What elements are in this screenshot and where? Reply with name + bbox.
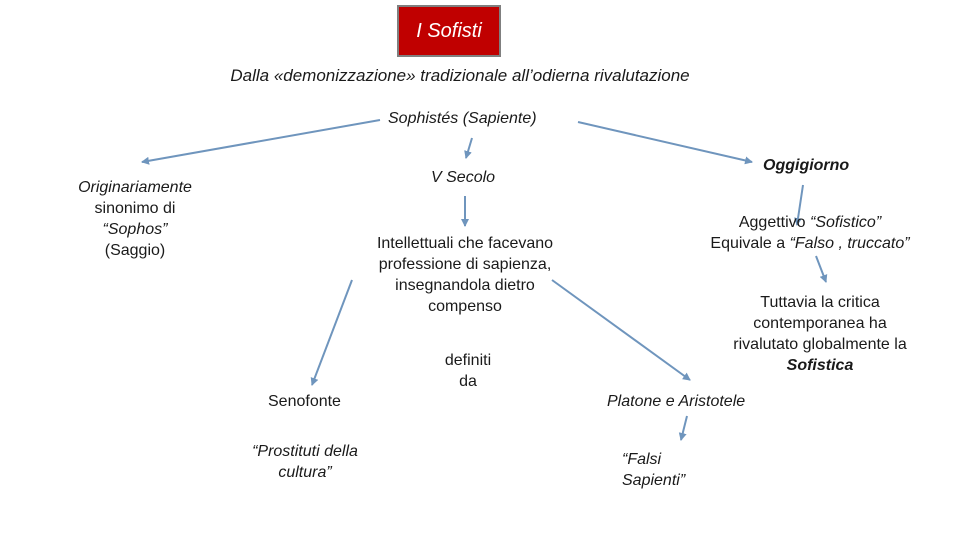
quote-line: “Falsi (622, 451, 662, 468)
subtitle: Dalla «demonizzazione» tradizionale all’odierna rivalutazione (230, 66, 690, 85)
critique-line: contemporanea ha (753, 315, 887, 332)
title-text: I Sofisti (416, 19, 482, 42)
tuttavia-block (710, 292, 930, 376)
left-branch (50, 177, 220, 261)
intellettuali-desc (345, 233, 585, 317)
aggettivo-prefix: Aggettivo (738, 214, 811, 231)
equivale-prefix: Equivale a (710, 235, 790, 252)
originariamente-heading: Originariamente (78, 179, 192, 196)
quote-line: cultura” (278, 464, 332, 481)
definiti-da (418, 350, 518, 392)
vsecolo-heading: V Secolo (431, 169, 496, 186)
senofonte-quote (215, 441, 395, 483)
sinonimo-text: sinonimo di (94, 200, 176, 217)
quote-line: “Prostituti della (252, 443, 358, 460)
critique-line: rivalutato globalmente la (733, 336, 907, 353)
arrow-platone-to-falsi (681, 416, 687, 440)
root-word: Sophistés (388, 110, 459, 127)
da-text: da (459, 373, 477, 390)
title-box (397, 5, 501, 57)
arrow-root-to-oggigiorno (578, 122, 752, 162)
aggettivo-block (670, 212, 950, 254)
aggettivo-line (670, 212, 950, 233)
desc-line: insegnandola dietro (395, 277, 535, 294)
sofistica-text: Sofistica (786, 357, 854, 374)
senofonte-node: Senofonte (268, 393, 341, 410)
desc-line: Intellettuali che facevano (376, 235, 554, 252)
equivale-line (670, 233, 950, 254)
arrow-equivale-to-tuttavia (816, 256, 826, 282)
platone-quote (622, 449, 685, 491)
desc-line: professione di sapienza, (378, 256, 552, 273)
root-paren: (Sapiente) (462, 110, 537, 127)
quote-line: Sapienti” (622, 472, 686, 489)
falso-truccato-text: “Falso , truccato” (789, 235, 910, 252)
sophos-text: “Sophos” (102, 221, 168, 238)
arrow-root-to-originariamente (142, 120, 380, 162)
root-node (388, 108, 537, 129)
definiti-text: definiti (444, 352, 492, 369)
oggigiorno-heading: Oggigiorno (763, 157, 850, 174)
critique-line: Tuttavia la critica (760, 294, 880, 311)
sofistico-text: “Sofistico” (810, 214, 882, 231)
arrow-root-to-vsecolo (466, 138, 472, 158)
platone-node: Platone e Aristotele (607, 393, 746, 410)
saggio-text: (Saggio) (104, 242, 166, 259)
desc-line: compenso (428, 298, 502, 315)
